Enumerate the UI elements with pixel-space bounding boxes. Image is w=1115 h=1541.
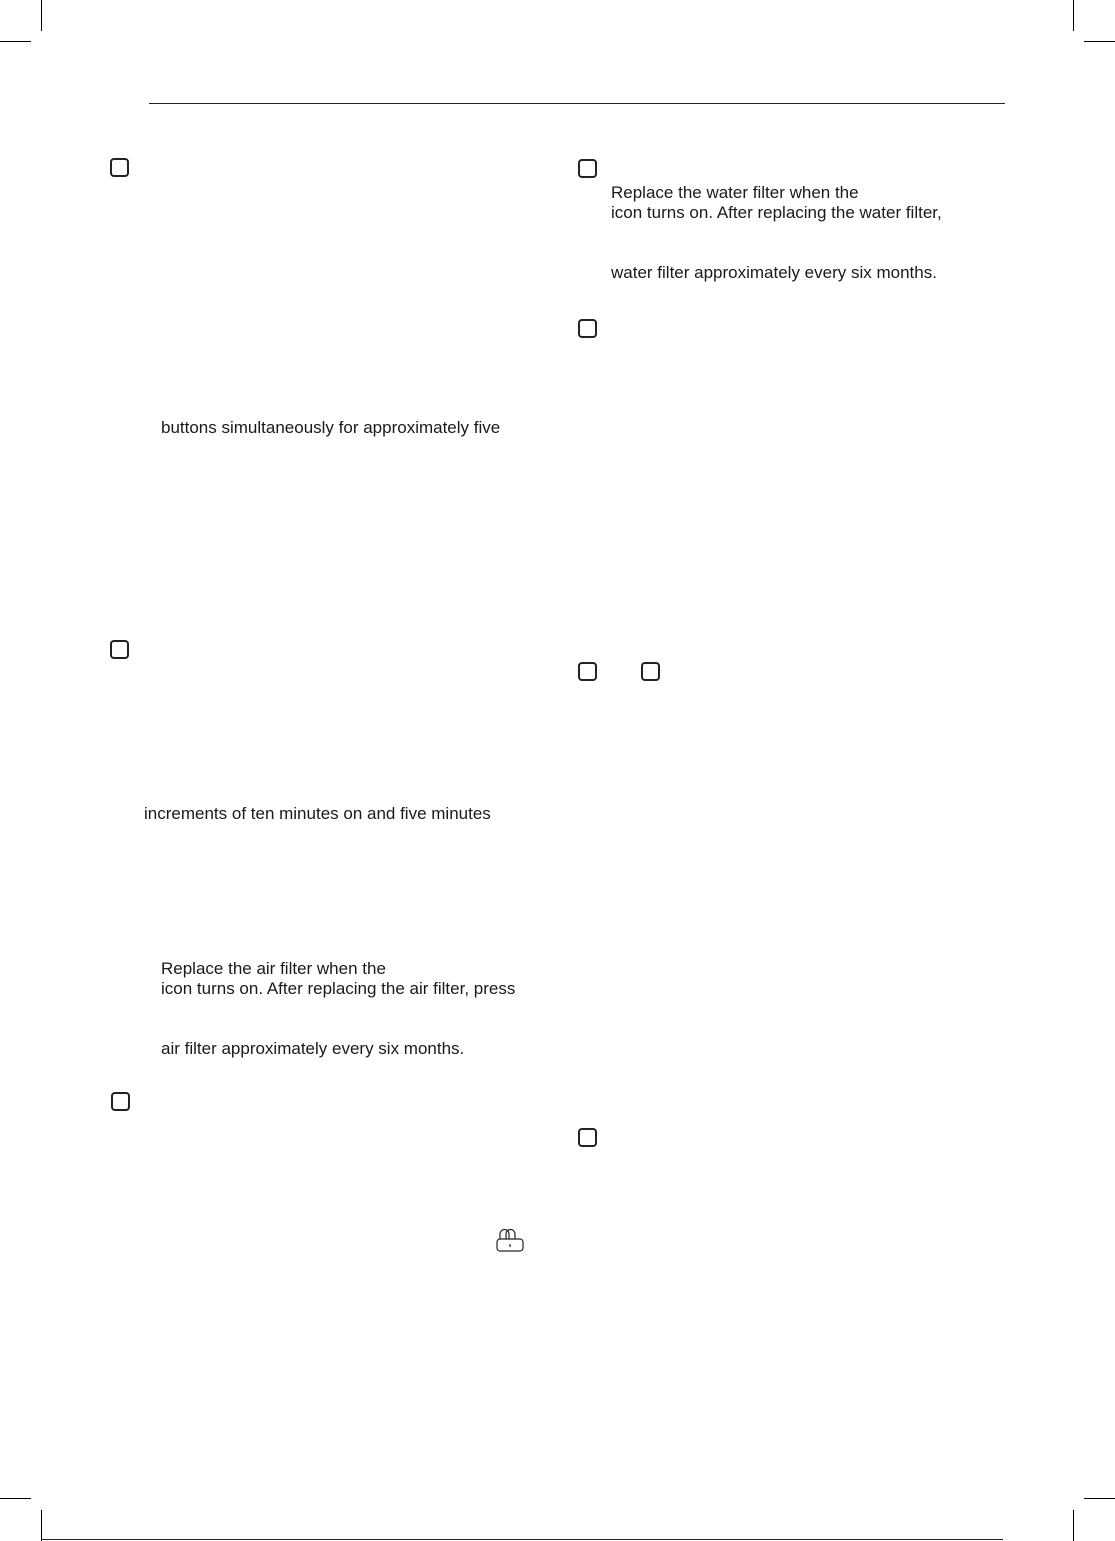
checkbox-icon <box>578 662 597 681</box>
water-filter-line-1: Replace the water filter when the <box>611 183 859 202</box>
checkbox-icon <box>110 158 129 177</box>
air-filter-line-1: Replace the air filter when the <box>161 959 386 978</box>
header-rule <box>149 103 1005 104</box>
air-filter-line-2: icon turns on. After replacing the air filter, press <box>161 979 516 998</box>
checkbox-icon <box>578 319 597 338</box>
crop-mark-bottom-left-vertical <box>41 1510 42 1541</box>
water-filter-line-3: water filter approximately every six months. <box>611 263 937 282</box>
text-increments: increments of ten minutes on and five minutes <box>144 804 491 823</box>
crop-mark-top-right-horizontal <box>1084 41 1115 42</box>
lock-icon <box>495 1226 525 1254</box>
crop-mark-top-right-vertical <box>1073 0 1074 31</box>
checkbox-icon <box>111 1092 130 1111</box>
water-filter-line-2: icon turns on. After replacing the water filter, <box>611 203 942 222</box>
checkbox-icon <box>110 640 129 659</box>
footer-rule <box>42 1539 1003 1540</box>
crop-mark-bottom-right-horizontal <box>1084 1498 1115 1499</box>
crop-mark-top-left-vertical <box>41 0 42 31</box>
checkbox-icon <box>578 1128 597 1147</box>
crop-mark-top-left-horizontal <box>0 41 31 42</box>
crop-mark-bottom-left-horizontal <box>0 1498 31 1499</box>
air-filter-line-3: air filter approximately every six months. <box>161 1039 465 1058</box>
checkbox-icon <box>578 159 597 178</box>
text-buttons-simultaneously: buttons simultaneously for approximately five <box>161 418 501 437</box>
crop-mark-bottom-right-vertical <box>1073 1510 1074 1541</box>
checkbox-icon <box>641 662 660 681</box>
